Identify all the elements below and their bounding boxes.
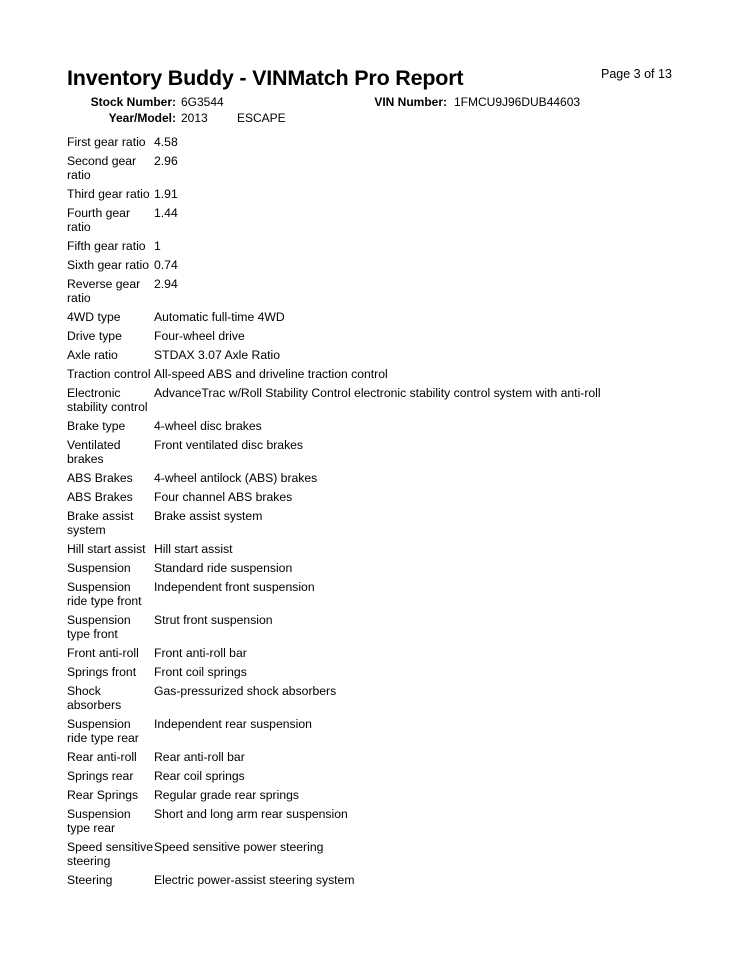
spec-label: Axle ratio [67, 348, 118, 362]
spec-value: Front coil springs [154, 665, 247, 679]
spec-label: Rear Springs [67, 788, 139, 802]
spec-row [67, 436, 717, 469]
spec-value: 2.94 [154, 277, 178, 291]
year-model-label: Year/Model: [108, 111, 176, 125]
spec-label: Ventilated brakes [67, 438, 121, 466]
spec-label: Brake assist system [67, 509, 134, 537]
spec-label: Second gear ratio [67, 154, 137, 182]
spec-row [67, 682, 717, 715]
spec-value: AdvanceTrac w/Roll Stability Control electronic stability control system with anti-roll [154, 386, 601, 400]
vin-number-value: 1FMCU9J96DUB44603 [454, 95, 581, 109]
spec-label: Suspension type front [67, 613, 131, 641]
spec-value: 0.74 [154, 258, 178, 272]
spec-row [67, 540, 717, 559]
spec-label: Front anti-roll [67, 646, 139, 660]
spec-value: Gas-pressurized shock absorbers [154, 684, 337, 698]
spec-value: Front anti-roll bar [154, 646, 247, 660]
spec-row [67, 611, 717, 644]
spec-value: Independent rear suspension [154, 717, 312, 731]
spec-row [67, 275, 717, 308]
spec-label: Fourth gear ratio [67, 206, 131, 234]
spec-row [67, 488, 717, 507]
spec-row [67, 469, 717, 488]
spec-label: Fifth gear ratio [67, 239, 146, 253]
spec-value: Short and long arm rear suspension [154, 807, 348, 821]
spec-row [67, 805, 717, 838]
spec-label: Hill start assist [67, 542, 146, 556]
spec-row [67, 663, 717, 682]
spec-label: ABS Brakes [67, 471, 133, 485]
spec-value: Brake assist system [154, 509, 263, 523]
spec-value: 2.96 [154, 154, 178, 168]
spec-row [67, 133, 717, 152]
model-value: ESCAPE [237, 111, 286, 125]
spec-row [67, 507, 717, 540]
spec-value: 1.44 [154, 206, 178, 220]
spec-row [67, 346, 717, 365]
spec-value: Four channel ABS brakes [154, 490, 293, 504]
spec-row [67, 237, 717, 256]
spec-row [67, 327, 717, 346]
spec-row [67, 715, 717, 748]
spec-label: Springs front [67, 665, 137, 679]
spec-label: Shock absorbers [67, 684, 122, 712]
spec-row [67, 256, 717, 275]
spec-value: 4-wheel antilock (ABS) brakes [154, 471, 318, 485]
spec-value: Electric power-assist steering system [154, 873, 355, 887]
spec-value: 4-wheel disc brakes [154, 419, 262, 433]
spec-row [67, 767, 717, 786]
spec-label: Suspension [67, 561, 131, 575]
spec-value: Front ventilated disc brakes [154, 438, 304, 452]
spec-value: Rear anti-roll bar [154, 750, 245, 764]
spec-label: Third gear ratio [67, 187, 150, 201]
spec-row [67, 644, 717, 663]
spec-value: Automatic full-time 4WD [154, 310, 285, 324]
spec-row [67, 384, 717, 417]
spec-row [67, 748, 717, 767]
spec-value: All-speed ABS and driveline traction control [154, 367, 388, 381]
spec-value: Standard ride suspension [154, 561, 293, 575]
spec-row [67, 308, 717, 327]
spec-value: STDAX 3.07 Axle Ratio [154, 348, 280, 362]
spec-row [67, 152, 717, 185]
spec-label: Suspension type rear [67, 807, 131, 835]
spec-row [67, 838, 717, 871]
spec-label: Steering [67, 873, 113, 887]
spec-value: 4.58 [154, 135, 178, 149]
spec-label: Brake type [67, 419, 126, 433]
page-number: Page 3 of 13 [601, 67, 672, 81]
spec-value: Rear coil springs [154, 769, 245, 783]
spec-label: First gear ratio [67, 135, 146, 149]
spec-label: Suspension ride type front [67, 580, 142, 608]
spec-row [67, 365, 717, 384]
spec-row [67, 204, 717, 237]
spec-label: Rear anti-roll [67, 750, 137, 764]
spec-value: Speed sensitive power steering [154, 840, 324, 854]
spec-row [67, 786, 717, 805]
spec-label: Suspension ride type rear [67, 717, 139, 745]
spec-row [67, 871, 717, 890]
spec-value: Strut front suspension [154, 613, 273, 627]
report-title: Inventory Buddy - VINMatch Pro Report [67, 66, 464, 90]
spec-row [67, 185, 717, 204]
spec-label: Drive type [67, 329, 122, 343]
spec-label: Electronic stability control [67, 386, 148, 414]
spec-row [67, 417, 717, 436]
year-value: 2013 [181, 111, 208, 125]
spec-label: ABS Brakes [67, 490, 133, 504]
spec-value: Independent front suspension [154, 580, 315, 594]
vin-number-label: VIN Number: [374, 95, 447, 109]
spec-value: Hill start assist [154, 542, 233, 556]
spec-value: 1 [154, 239, 161, 253]
spec-row [67, 578, 717, 611]
spec-label: Traction control [67, 367, 151, 381]
spec-value: 1.91 [154, 187, 178, 201]
spec-label: Speed sensitive steering [67, 840, 154, 868]
spec-value: Four-wheel drive [154, 329, 245, 343]
stock-number-label: Stock Number: [90, 95, 176, 109]
spec-list [67, 133, 717, 890]
spec-value: Regular grade rear springs [154, 788, 299, 802]
spec-row [67, 559, 717, 578]
spec-label: Springs rear [67, 769, 134, 783]
spec-label: Reverse gear ratio [67, 277, 141, 305]
spec-label: Sixth gear ratio [67, 258, 149, 272]
spec-label: 4WD type [67, 310, 121, 324]
stock-number-value: 6G3544 [181, 95, 224, 109]
